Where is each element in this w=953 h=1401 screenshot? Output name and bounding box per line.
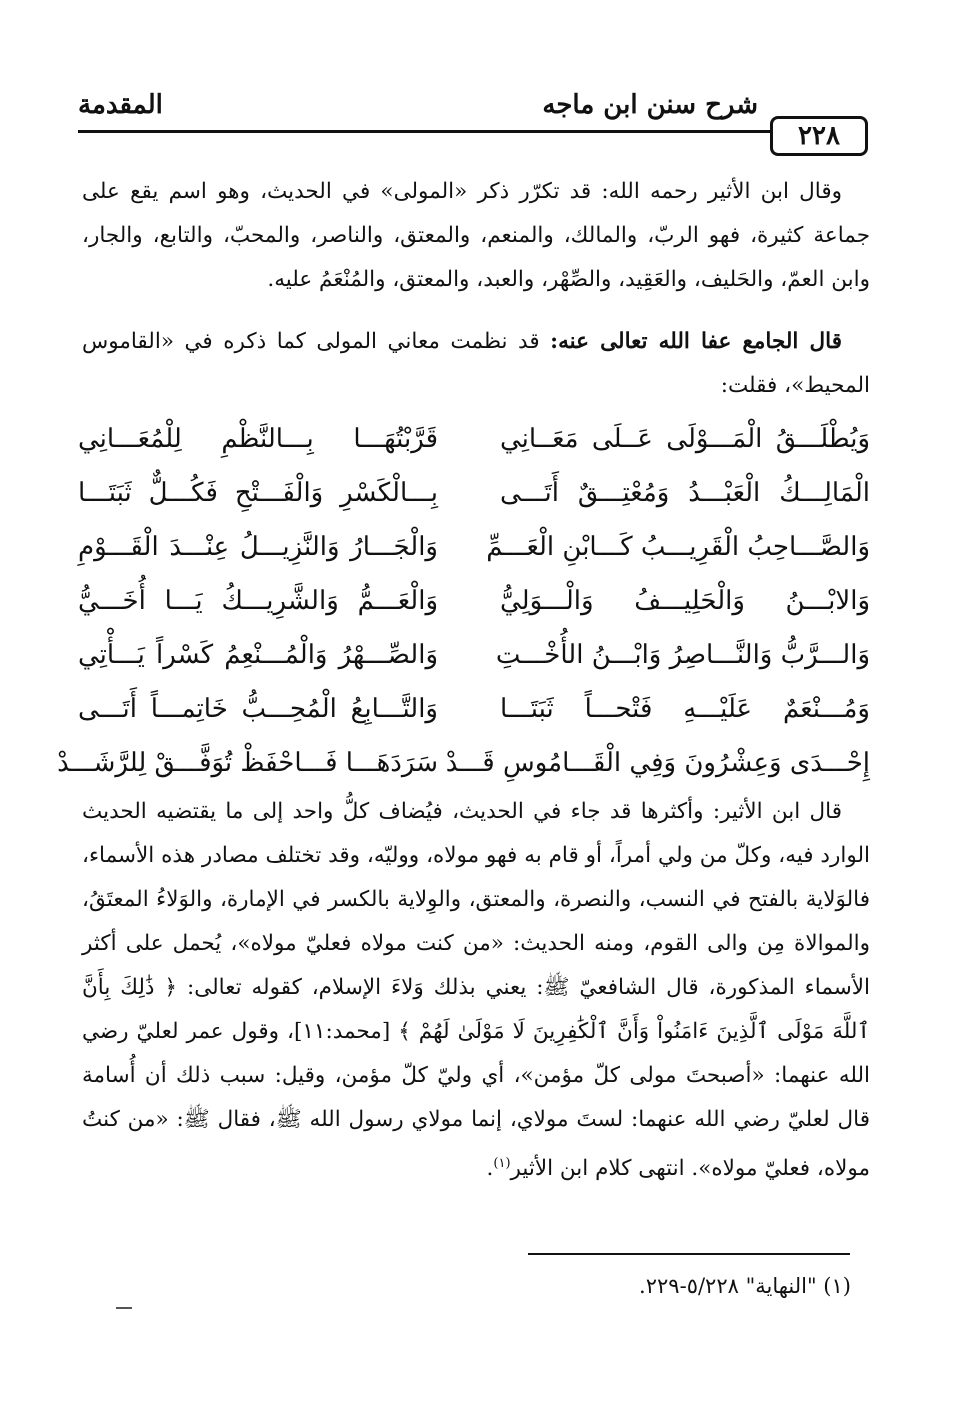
poem-verse [57, 736, 870, 790]
verse-first-hemistich: وَالصَّـــاحِبُ الْقَرِيـــبُ كَـــابْنِ الْعَـــمِّ [486, 532, 870, 562]
poem-verse [78, 520, 870, 574]
verse-second-hemistich: وَالتَّـــابِعُ الْمُحِـــبُّ خَاتِمـــاً أَتَـــى [78, 694, 438, 724]
verse-second-hemistich: وَالْجَـــارُ وَالنَّزِيـــلُ عِنْـــدَ الْقَـــوْمِ [78, 532, 438, 562]
verse-second-hemistich: قَرَّبْتُهَـــا بِـــالنَّظْمِ لِلْمُعَـــانِي [78, 424, 438, 454]
paragraph-ibn-alathir [82, 170, 870, 302]
verse-first-hemistich: وَيُطْلَـــقُ الْمَـــوْلَى عَــلَى مَعَــانِي [500, 424, 870, 454]
footnote-rule [528, 1253, 850, 1255]
page-header [78, 88, 868, 158]
footnote-ref[interactable]: (١) [493, 1156, 511, 1171]
poem-verse [78, 628, 870, 682]
paragraph-end: . [486, 1156, 494, 1182]
paragraph-text [82, 790, 870, 1191]
verse-second-hemistich: سَرَدَهَـــا فَـــاحْفَظْ تُوَفَّـــقْ لِلرَّشَـــدْ [57, 748, 438, 778]
page-mark [116, 1307, 132, 1309]
poem [57, 412, 870, 790]
paragraph-compiler-note [82, 320, 870, 408]
poem-verse [78, 412, 870, 466]
paragraph-body: قال ابن الأثير: وأكثرها قد جاء في الحديث، فيُضاف كلُّ واحد إلى ما يقتضيه الحديث الوارد فيه، وكلّ من ولي أمراً، أو قام به فهو مولاه، ووليّه، وقد تختلف مصادر هذه الأسماء، فالوَلاية بالفتح في النسب، والنصرة، والمعتق، والوِلاية بالكسر في الإمارة، والوَلاءُ المعتَقُ، والموالاة مِن والى القوم، ومنه الحديث: «من كنت مولاه فعليّ مولاه»، يُحمل على أكثر الأسماء المذكورة، قال الشافعيّ ﷺ: يعني بذلك وَلاءَ الإسلام، كقوله تعالى: ﴿ ذَٰلِكَ بِأَنَّ ٱللَّهَ مَوْلَى ٱلَّذِينَ ءَامَنُواْ وَأَنَّ ٱلْكَٰفِرِينَ لَا مَوْلَىٰ لَهُمْ ﴾ [محمد:١١]، وقول عمر لعليّ رضي الله عنهما: «أصبحتَ مولى كلّ مؤمن»، أي وليّ كلّ مؤمن، وقيل: سبب ذلك أن أُسامة قال لعليّ رضي الله عنهما: لستَ مولاي، إنما مولاي رسول الله ﷺ، فقال ﷺ: «من كنتُ مولاه، فعليّ مولاه». انتهى كلام ابن الأثير [82, 799, 870, 1182]
verse-second-hemistich: وَالْعَـــمُّ وَالشَّرِيـــكُ يَـــا أُخَـــيُّ [78, 586, 438, 616]
verse-second-hemistich: بِـــالْكَسْرِ وَالْفَـــتْحِ فَكُـــلٌّ ثَبَتَـــا [78, 478, 438, 508]
verse-first-hemistich: وَالـــرَّبُّ وَالنَّـــاصِرُ وَابْـــنُ الأُخْـــتِ [495, 640, 870, 670]
paragraph-ibn-alathir-continued [82, 790, 870, 1191]
compiler-note-text [82, 320, 870, 408]
verse-second-hemistich: وَالصِّـــهْرُ وَالْمُـــنْعِمُ كَسْراً يَـــأْتِي [78, 640, 438, 670]
compiler-note-lead: قال الجامع عفا الله تعالى عنه: [550, 329, 842, 354]
verse-first-hemistich: إِحْـــدَى وَعِشْرُونَ وَفِي الْقَـــامُوسِ قَـــدْ [445, 748, 870, 778]
section-title: المقدمة [78, 90, 163, 120]
footnote: (١) "النهاية" ٥/٢٢٨-٢٢٩. [639, 1274, 851, 1298]
verse-first-hemistich: الْمَالِـــكُ الْعَبْـــدُ وَمُعْتِـــقٌ أَتَـــى [500, 478, 870, 508]
poem-verse [78, 466, 870, 520]
poem-verse [78, 682, 870, 736]
paragraph-text: وقال ابن الأثير رحمه الله: قد تكرّر ذكر «المولى» في الحديث، وهو اسم يقع على جماعة كثيرة، فهو الربّ، والمالك، والمنعم، والمعتق، والناصر، والمحبّ، والتابع، والجار، وابن العمّ، والحَليف، والعَقِيد، والصِّهْر، والعبد، والمعتق، والمُنْعَمُ عليه. [82, 179, 870, 292]
poem-verse [78, 574, 870, 628]
compiler-note-body: قد نظمت معاني المولى كما ذكره في «القاموس المحيط»، فقلت: [82, 329, 870, 398]
verse-first-hemistich: وَمُـــنْعَمٌ عَلَيْـــهِ فَتْحـــاً ثَبَتَـــا [500, 694, 870, 724]
page-number: ٢٢٨ [770, 116, 868, 156]
book-title: شرح سنن ابن ماجه [542, 90, 758, 120]
header-rule [78, 130, 772, 133]
verse-first-hemistich: وَالابْـــنُ وَالْحَلِيـــفُ وَالْـــوَلِيُّ [500, 586, 870, 616]
